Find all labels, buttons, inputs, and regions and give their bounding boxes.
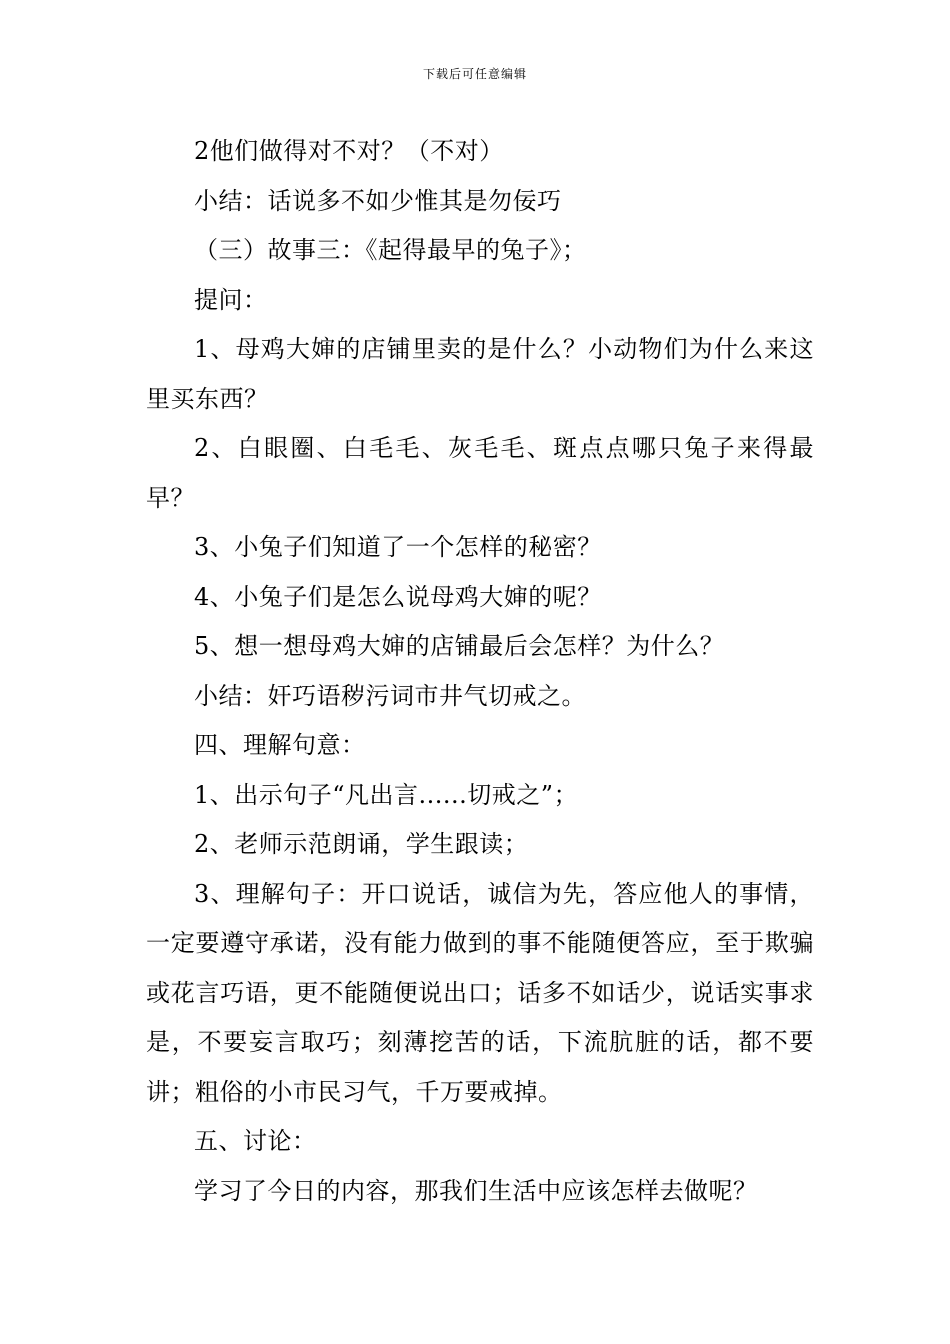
paragraph-14: 3、理解句子：开口说话，诚信为先，答应他人的事情，一定要遵守承诺，没有能力做到的事不能随便答应，至于欺骗或花言巧语，更不能随便说出口；话多不如话少，说话实事求是，不要妄言取巧；刻薄挖苦的话，下流肮脏的话，都不要讲；粗俗的小市民习气，千万要戒掉。 (146, 879, 814, 1106)
paragraph-7: 3、小兔子们知道了一个怎样的秘密？ (194, 533, 602, 561)
paragraph-2: 小结：话说多不如少惟其是勿佞巧 (194, 186, 562, 215)
paragraph-13: 2、老师示范朗诵，学生跟读； (194, 830, 529, 858)
paragraph-12: 1、出示句子“凡出言......切戒之”； (194, 780, 579, 809)
paragraph-3: （三）故事三：《起得最早的兔子》； (194, 236, 587, 264)
paragraph-5: 1、母鸡大婶的店铺里卖的是什么？小动物们为什么来这里买东西？ (146, 335, 814, 413)
paragraph-1: 2他们做得对不对？（不对） (194, 137, 504, 165)
paragraph-16: 学习了今日的内容，那我们生活中应该怎样去做呢？ (194, 1176, 758, 1205)
page-header: 下载后可任意编辑 (422, 67, 527, 81)
document-body (146, 127, 814, 1216)
paragraph-15: 五、讨论： (194, 1127, 317, 1155)
paragraph-9: 5、想一想母鸡大婶的店铺最后会怎样？为什么？ (194, 632, 725, 660)
paragraph-4: 提问： (194, 285, 268, 314)
paragraph-10: 小结：奸巧语秽污词市井气切戒之。 (194, 681, 586, 710)
paragraph-6: 2、白眼圈、白毛毛、灰毛毛、斑点点哪只兔子来得最早？ (146, 434, 814, 512)
paragraph-11: 四、理解句意： (194, 731, 366, 759)
paragraph-8: 4、小兔子们是怎么说母鸡大婶的呢？ (194, 582, 602, 611)
